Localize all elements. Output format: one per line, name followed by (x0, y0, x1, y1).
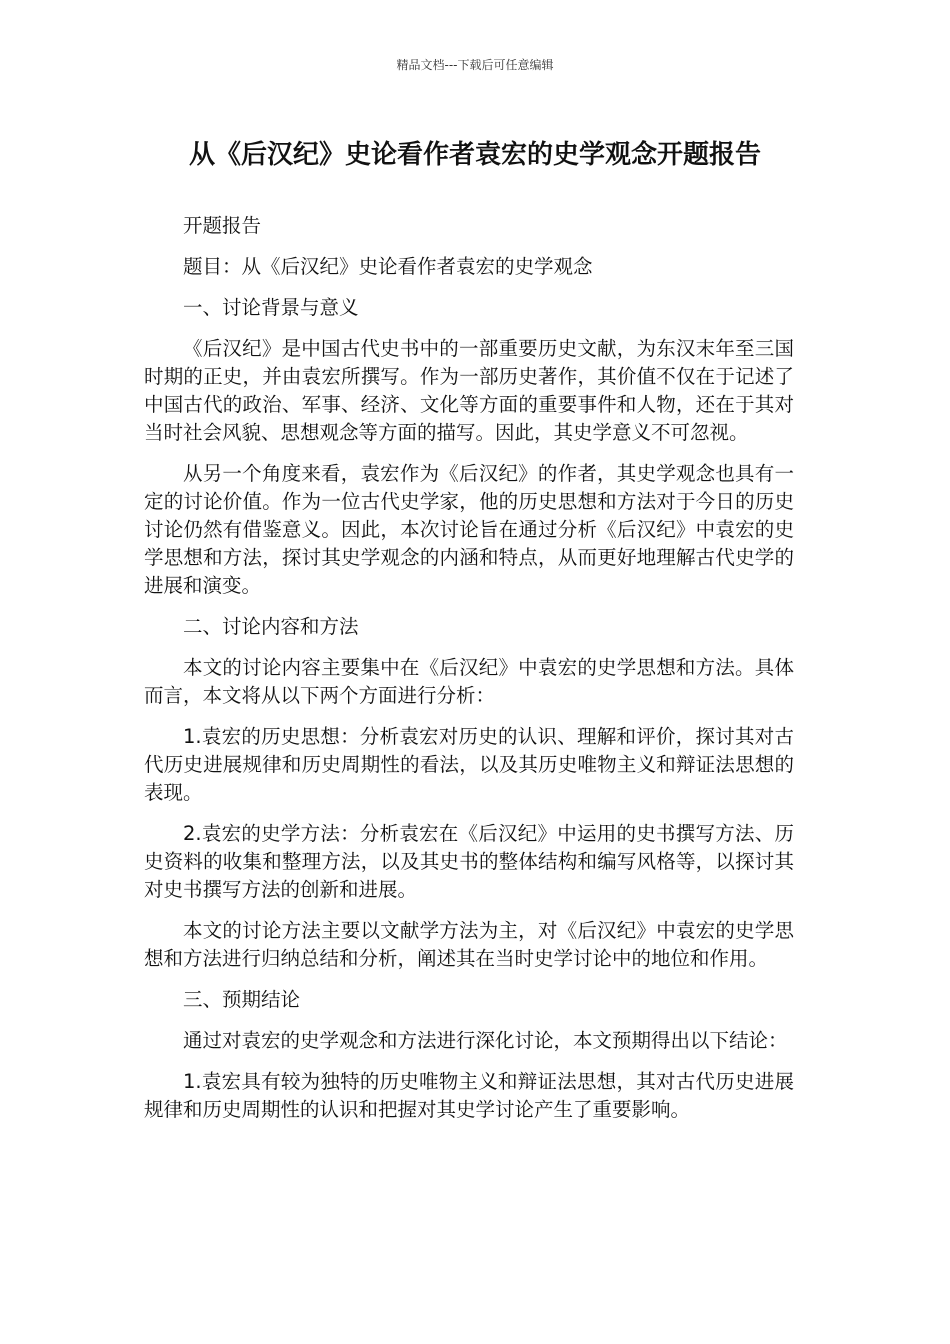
paragraph-background-1: 《后汉纪》是中国古代史书中的一部重要历史文献，为东汉末年至三国时期的正史，并由袁宏所撰写。作为一部历史著作，其价值不仅在于记述了中国古代的政治、军事、经济、文化等方面的重要事件和人物，还在于其对当时社会风貌、思想观念等方面的描写。因此，其史学意义不可忽视。 (144, 337, 794, 444)
section-heading-background: 一、讨论背景与意义 (183, 296, 359, 319)
paragraph-topic: 题目：从《后汉纪》史论看作者袁宏的史学观念 (183, 255, 593, 278)
paragraph-historical-thought: 1.袁宏的历史思想：分析袁宏对历史的认识、理解和评价，探讨其对古代历史进展规律和历史周期性的看法，以及其历史唯物主义和辩证法思想的表现。 (144, 725, 794, 804)
paragraph-historiographic-method: 2.袁宏的史学方法：分析袁宏在《后汉纪》中运用的史书撰写方法、历史资料的收集和整理方法，以及其史书的整体结构和编写风格等，以探讨其对史书撰写方法的创新和进展。 (144, 822, 794, 901)
paragraph-background-2: 从另一个角度来看，袁宏作为《后汉纪》的作者，其史学观念也具有一定的讨论价值。作为一位古代史学家，他的历史思想和方法对于今日的历史讨论仍然有借鉴意义。因此，本次讨论旨在通过分析《后汉纪》中袁宏的史学思想和方法，探讨其史学观念的内涵和特点，从而更好地理解古代史学的进展和演变。 (144, 462, 794, 597)
paragraph-conclusion-1: 1.袁宏具有较为独特的历史唯物主义和辩证法思想，其对古代历史进展规律和历史周期性的认识和把握对其史学讨论产生了重要影响。 (144, 1070, 794, 1121)
paragraph-research-method: 本文的讨论方法主要以文献学方法为主，对《后汉纪》中袁宏的史学思想和方法进行归纳总结和分析，阐述其在当时史学讨论中的地位和作用。 (144, 919, 794, 970)
paragraph-content-intro: 本文的讨论内容主要集中在《后汉纪》中袁宏的史学思想和方法。具体而言，本文将从以下两个方面进行分析： (144, 656, 794, 707)
page-header: 精品文档---下载后可任意编辑 (396, 58, 554, 72)
paragraph-conclusion-intro: 通过对袁宏的史学观念和方法进行深化讨论，本文预期得出以下结论： (183, 1029, 788, 1052)
document-title: 从《后汉纪》史论看作者袁宏的史学观念开题报告 (188, 140, 761, 170)
section-heading-content-method: 二、讨论内容和方法 (183, 615, 359, 638)
paragraph-report-label: 开题报告 (183, 214, 262, 237)
document-body (144, 212, 794, 1137)
section-heading-expected-conclusion: 三、预期结论 (183, 988, 301, 1011)
